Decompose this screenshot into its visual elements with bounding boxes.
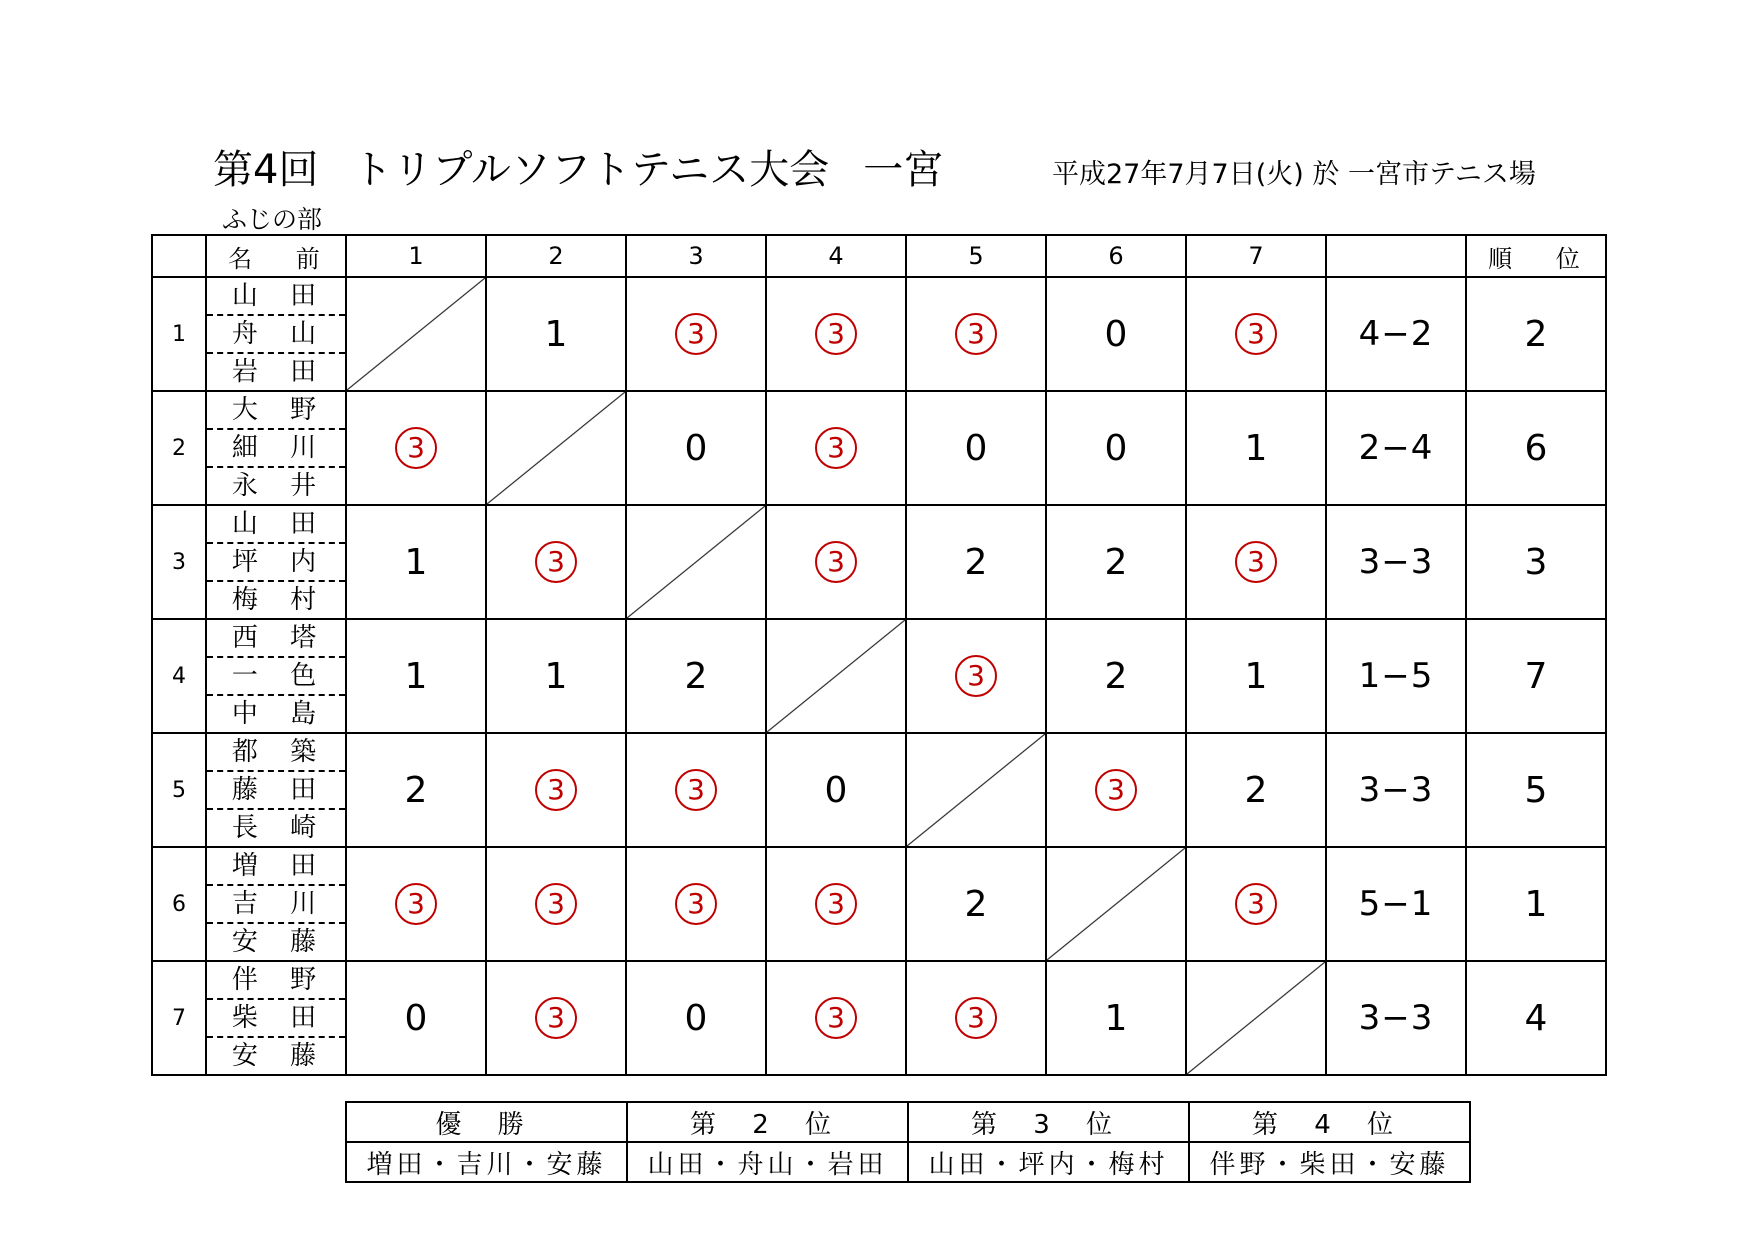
- match-score: 0: [684, 997, 708, 1039]
- team-members: [206, 733, 346, 847]
- player-name: 安 藤: [231, 1041, 329, 1071]
- player-name: 伴 野: [207, 962, 345, 1000]
- match-score-cell: [626, 961, 766, 1075]
- match-score-cell: [346, 619, 486, 733]
- team-members: [206, 277, 346, 391]
- match-score-cell: [346, 961, 486, 1075]
- match-score: 1: [404, 541, 428, 583]
- match-score-cell: [626, 391, 766, 505]
- match-score: 2: [404, 769, 428, 811]
- match-score-cell: [626, 619, 766, 733]
- win-score-circled: 3: [675, 883, 717, 925]
- standing-team-1: 増田・吉川・安藤: [346, 1142, 627, 1182]
- match-score-cell: [346, 847, 486, 961]
- team-rank: 7: [1466, 619, 1606, 733]
- match-score-cell: [626, 277, 766, 391]
- match-score-cell: [486, 847, 626, 961]
- standing-team-4: 伴野・柴田・安藤: [1189, 1142, 1470, 1182]
- page-title: [213, 138, 943, 195]
- match-score: 2: [684, 655, 708, 697]
- win-score-circled: 3: [395, 427, 437, 469]
- team-row: [152, 391, 1606, 505]
- player-name: 山 田: [207, 278, 345, 316]
- team-rank: 3: [1466, 505, 1606, 619]
- match-score-cell: [346, 391, 486, 505]
- win-loss-record: 5−1: [1326, 847, 1466, 961]
- match-score-cell: [486, 619, 626, 733]
- team-rank: 6: [1466, 391, 1606, 505]
- match-score: 1: [404, 655, 428, 697]
- win-score-circled: 3: [535, 997, 577, 1039]
- player-name: 永 井: [231, 471, 329, 501]
- match-score-cell: [906, 619, 1046, 733]
- col-header-1: 1: [346, 235, 486, 277]
- match-score: 1: [1104, 997, 1128, 1039]
- win-score-circled: 3: [815, 427, 857, 469]
- player-name: 岩 田: [231, 357, 329, 387]
- player-name: 長 崎: [231, 813, 329, 843]
- win-loss-record: 3−3: [1326, 961, 1466, 1075]
- team-number: 3: [152, 505, 206, 619]
- match-score: 2: [964, 883, 988, 925]
- date-venue: 平成27年7月7日(火) 於 一宮市テニス場: [1052, 159, 1536, 190]
- match-score-cell: [766, 505, 906, 619]
- round-robin-table: [151, 234, 1607, 1076]
- match-score-cell: [486, 961, 626, 1075]
- match-score-cell: [906, 961, 1046, 1075]
- team-row: [152, 505, 1606, 619]
- match-score-cell: [1046, 619, 1186, 733]
- col-header-2: 2: [486, 235, 626, 277]
- team-number: 5: [152, 733, 206, 847]
- match-score: 0: [404, 997, 428, 1039]
- col-header-7: 7: [1186, 235, 1326, 277]
- team-row: [152, 277, 1606, 391]
- player-name: 山 田: [207, 506, 345, 544]
- diagonal-cell: [1186, 961, 1326, 1075]
- col-header-3: 3: [626, 235, 766, 277]
- win-score-circled: 3: [1235, 883, 1277, 925]
- win-score-circled: 3: [535, 883, 577, 925]
- diagonal-cell: [766, 619, 906, 733]
- division-label: ふじの部: [222, 205, 323, 234]
- col-header-names: 名 前: [206, 235, 346, 277]
- player-name: 藤 田: [207, 772, 345, 810]
- team-row: [152, 619, 1606, 733]
- player-name: 中 島: [231, 699, 329, 729]
- team-row: [152, 961, 1606, 1075]
- match-score-cell: [1046, 733, 1186, 847]
- col-header-5: 5: [906, 235, 1046, 277]
- title-event: トリプルソフトテニス大会: [352, 147, 830, 193]
- match-score: 0: [964, 427, 988, 469]
- match-score: 2: [1244, 769, 1268, 811]
- col-header-rank: 順 位: [1466, 235, 1606, 277]
- match-score: 1: [544, 655, 568, 697]
- team-members: [206, 391, 346, 505]
- team-number: 6: [152, 847, 206, 961]
- win-score-circled: 3: [815, 541, 857, 583]
- match-score-cell: [1186, 619, 1326, 733]
- team-members: [206, 961, 346, 1075]
- win-score-circled: 3: [815, 883, 857, 925]
- player-name: 坪 内: [207, 544, 345, 582]
- team-number: 7: [152, 961, 206, 1075]
- col-header-record: [1326, 235, 1466, 277]
- player-name: 増 田: [207, 848, 345, 886]
- match-score-cell: [486, 733, 626, 847]
- win-loss-record: 4−2: [1326, 277, 1466, 391]
- match-score: 2: [1104, 541, 1128, 583]
- match-score-cell: [1046, 961, 1186, 1075]
- match-score-cell: [906, 277, 1046, 391]
- diagonal-cell: [486, 391, 626, 505]
- match-score-cell: [626, 847, 766, 961]
- team-number: 2: [152, 391, 206, 505]
- win-score-circled: 3: [535, 769, 577, 811]
- win-loss-record: 1−5: [1326, 619, 1466, 733]
- win-loss-record: 3−3: [1326, 733, 1466, 847]
- team-row: [152, 733, 1606, 847]
- match-score: 1: [1244, 427, 1268, 469]
- match-score-cell: [906, 505, 1046, 619]
- final-standings-table: [345, 1101, 1471, 1183]
- player-name: 細 川: [207, 430, 345, 468]
- match-score-cell: [1046, 391, 1186, 505]
- team-number: 1: [152, 277, 206, 391]
- win-score-circled: 3: [955, 997, 997, 1039]
- match-score-cell: [486, 277, 626, 391]
- match-score: 1: [1244, 655, 1268, 697]
- win-score-circled: 3: [1235, 541, 1277, 583]
- match-score-cell: [1186, 391, 1326, 505]
- header-row: [152, 235, 1606, 277]
- standing-team-2: 山田・舟山・岩田: [627, 1142, 908, 1182]
- match-score: 0: [1104, 313, 1128, 355]
- match-score-cell: [766, 847, 906, 961]
- player-name: 都 築: [207, 734, 345, 772]
- col-header-4: 4: [766, 235, 906, 277]
- match-score-cell: [346, 505, 486, 619]
- diagonal-cell: [1046, 847, 1186, 961]
- match-score-cell: [1186, 505, 1326, 619]
- col-header-6: 6: [1046, 235, 1186, 277]
- match-score: 0: [824, 769, 848, 811]
- player-name: 舟 山: [207, 316, 345, 354]
- team-rank: 2: [1466, 277, 1606, 391]
- match-score-cell: [1186, 277, 1326, 391]
- player-name: 梅 村: [231, 585, 329, 615]
- match-score-cell: [906, 847, 1046, 961]
- standing-team-3: 山田・坪内・梅村: [908, 1142, 1189, 1182]
- match-score-cell: [766, 391, 906, 505]
- player-name: 西 塔: [207, 620, 345, 658]
- player-name: 一 色: [207, 658, 345, 696]
- team-members: [206, 619, 346, 733]
- match-score-cell: [346, 733, 486, 847]
- match-score-cell: [1046, 277, 1186, 391]
- win-score-circled: 3: [955, 655, 997, 697]
- match-score-cell: [1186, 847, 1326, 961]
- win-score-circled: 3: [955, 313, 997, 355]
- standing-header-2: 第 2 位: [627, 1102, 908, 1142]
- win-score-circled: 3: [535, 541, 577, 583]
- diagonal-cell: [626, 505, 766, 619]
- standing-header-1: 優 勝: [346, 1102, 627, 1142]
- match-score-cell: [766, 961, 906, 1075]
- player-name: 大 野: [207, 392, 345, 430]
- win-score-circled: 3: [675, 313, 717, 355]
- win-score-circled: 3: [1235, 313, 1277, 355]
- win-loss-record: 3−3: [1326, 505, 1466, 619]
- match-score-cell: [766, 733, 906, 847]
- diagonal-cell: [346, 277, 486, 391]
- match-score-cell: [486, 505, 626, 619]
- match-score-cell: [626, 733, 766, 847]
- win-score-circled: 3: [815, 997, 857, 1039]
- team-number: 4: [152, 619, 206, 733]
- team-rank: 1: [1466, 847, 1606, 961]
- match-score: 0: [684, 427, 708, 469]
- player-name: 吉 川: [207, 886, 345, 924]
- player-name: 柴 田: [207, 1000, 345, 1038]
- title-venue: 一宮: [863, 147, 944, 193]
- match-score: 2: [964, 541, 988, 583]
- match-score: 1: [544, 313, 568, 355]
- win-score-circled: 3: [815, 313, 857, 355]
- match-score: 0: [1104, 427, 1128, 469]
- team-members: [206, 847, 346, 961]
- standing-header-4: 第 4 位: [1189, 1102, 1470, 1142]
- match-score-cell: [766, 277, 906, 391]
- title-edition: 第4回: [213, 147, 319, 193]
- match-score-cell: [906, 391, 1046, 505]
- match-score-cell: [1186, 733, 1326, 847]
- win-score-circled: 3: [675, 769, 717, 811]
- win-score-circled: 3: [1095, 769, 1137, 811]
- team-rank: 4: [1466, 961, 1606, 1075]
- match-score-cell: [1046, 505, 1186, 619]
- corner-cell: [152, 235, 206, 277]
- team-rank: 5: [1466, 733, 1606, 847]
- diagonal-cell: [906, 733, 1046, 847]
- team-row: [152, 847, 1606, 961]
- match-score: 2: [1104, 655, 1128, 697]
- standing-header-3: 第 3 位: [908, 1102, 1189, 1142]
- player-name: 安 藤: [231, 927, 329, 957]
- win-score-circled: 3: [395, 883, 437, 925]
- win-loss-record: 2−4: [1326, 391, 1466, 505]
- team-members: [206, 505, 346, 619]
